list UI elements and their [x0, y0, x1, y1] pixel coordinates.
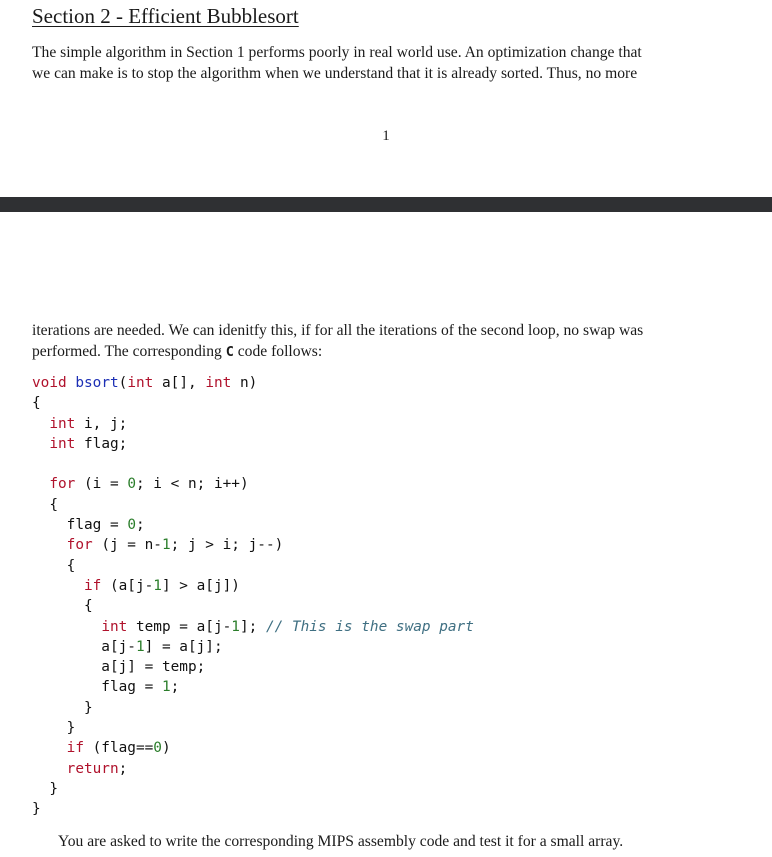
code-line-20: return;: [66, 760, 128, 777]
code-line-11: if (a[j-1] > a[j]): [83, 577, 240, 594]
code-line-12: {: [32, 598, 93, 615]
code-line-16: flag = 1;: [32, 679, 180, 696]
code-line-2: {: [32, 395, 41, 412]
code-line-1: void bsort(int a[], int n): [32, 375, 258, 391]
code-line-17: }: [32, 699, 93, 716]
code-line-8: flag = 0;: [32, 517, 145, 534]
code-line-6: for (i = 0; i < n; i++): [49, 476, 249, 493]
page-number: 1: [382, 128, 390, 144]
paragraph-line-3: iterations are needed. We can idenitfy this, if for all the iterations of the second loop, no swap was: [32, 322, 644, 339]
code-line-9: for (j = n-1; j > i; j--): [66, 537, 284, 554]
code-comment: // This is the swap part: [265, 618, 474, 635]
code-line-18: }: [32, 720, 76, 737]
code-line-10: {: [32, 557, 76, 574]
paragraph-line-4: [32, 341, 322, 363]
text-fragment: code follows:: [233, 343, 323, 360]
code-line-5: [32, 454, 474, 474]
code-line-14: a[j-1] = a[j];: [32, 638, 223, 655]
code-line-19: if (flag==0): [66, 740, 171, 757]
code-line-22: }: [32, 801, 41, 818]
code-line-21: }: [32, 780, 58, 797]
page-separator: [0, 197, 772, 212]
code-line-3: int i, j;: [49, 415, 128, 432]
paragraph-line-2: we can make is to stop the algorithm when we understand that it is already sorted. Thus, no more: [32, 65, 638, 82]
code-line-7: {: [32, 496, 58, 513]
code-block: [32, 373, 474, 820]
inline-code-c: C: [225, 344, 234, 360]
text-fragment: performed. The corresponding: [32, 343, 226, 360]
assignment-instruction: You are asked to write the corresponding MIPS assembly code and test it for a small array.: [58, 833, 624, 850]
paragraph-line-1: The simple algorithm in Section 1 performs poorly in real world use. An optimization change that: [32, 44, 642, 61]
section-heading: Section 2 - Efficient Bubblesort: [32, 4, 299, 28]
code-line-4: int flag;: [49, 435, 128, 452]
code-line-15: a[j] = temp;: [32, 659, 206, 676]
code-line-13: int temp = a[j-1]; // This is the swap part: [101, 618, 474, 635]
